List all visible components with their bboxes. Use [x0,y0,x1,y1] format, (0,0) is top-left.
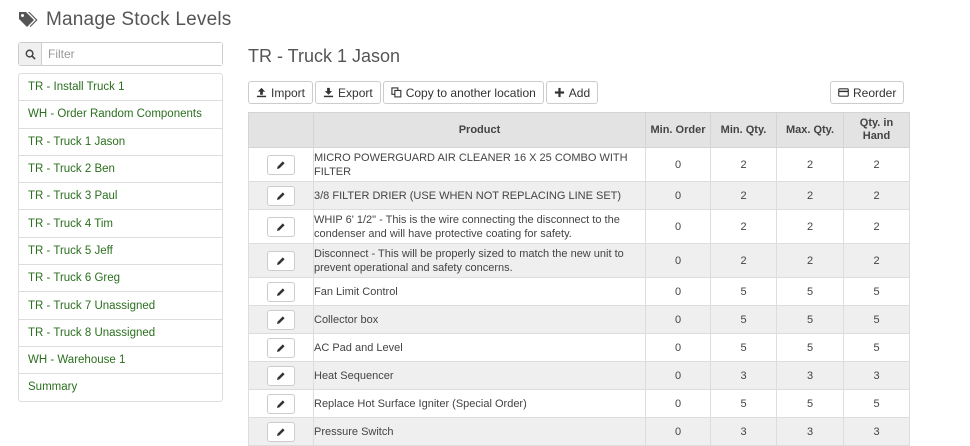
table-row [249,390,910,418]
edit-button[interactable] [267,338,295,358]
add-button[interactable] [546,81,598,104]
qty-in-hand-cell: 5 [844,278,910,306]
edit-button[interactable] [267,422,295,442]
min-qty-cell: 2 [711,148,777,182]
sidebar-item-truck-8-unassigned[interactable]: TR - Truck 8 Unassigned [18,319,223,347]
product-cell: MICRO POWERGUARD AIR CLEANER 16 X 25 COMBO WITH FILTER [314,148,646,182]
min-qty-cell: 5 [711,278,777,306]
sidebar-item-truck-2-ben[interactable]: TR - Truck 2 Ben [18,155,223,183]
filter-box [18,42,223,66]
copy-label: Copy to another location [405,85,536,100]
download-icon [323,87,334,98]
reorder-button[interactable] [830,81,904,104]
filter-input[interactable] [42,43,222,65]
export-button[interactable] [315,81,381,104]
pencil-icon [276,343,286,353]
col-header-min-qty[interactable]: Min. Qty. [711,113,777,148]
sidebar-item-order-random-components[interactable]: WH - Order Random Components [18,100,223,128]
max-qty-cell: 2 [777,148,844,182]
toolbar [248,81,598,104]
sidebar-item-summary[interactable]: Summary [18,373,223,401]
col-header-qty-in-hand[interactable]: Qty. in Hand [844,113,910,148]
page-title [18,6,231,34]
credit-card-icon [838,87,849,98]
table-header-row [249,113,910,148]
qty-in-hand-cell: 3 [844,418,910,446]
max-qty-cell: 3 [777,362,844,390]
plus-icon [554,87,565,98]
product-cell: Pressure Switch [314,418,646,446]
edit-button[interactable] [267,394,295,414]
pencil-icon [276,427,286,437]
import-button[interactable] [248,81,313,104]
min-qty-cell: 2 [711,210,777,244]
edit-button[interactable] [267,155,295,175]
max-qty-cell: 5 [777,334,844,362]
tags-icon [18,10,38,30]
location-title: TR - Truck 1 Jason [248,46,401,66]
copy-icon [391,87,402,98]
product-cell: Collector box [314,306,646,334]
qty-in-hand-cell: 2 [844,210,910,244]
search-icon [19,43,42,65]
table-row [249,244,910,278]
min-order-cell: 0 [646,334,711,362]
location-list [18,73,223,402]
max-qty-cell: 2 [777,182,844,210]
min-order-cell: 0 [646,244,711,278]
col-header-edit [249,113,314,148]
pencil-icon [276,160,286,170]
min-qty-cell: 3 [711,418,777,446]
sidebar-item-truck-5-jeff[interactable]: TR - Truck 5 Jeff [18,237,223,265]
sidebar-item-install-truck-1[interactable]: TR - Install Truck 1 [18,73,223,101]
import-label: Import [271,85,306,100]
max-qty-cell: 3 [777,418,844,446]
min-order-cell: 0 [646,210,711,244]
table-row [249,210,910,244]
pencil-icon [276,222,286,232]
qty-in-hand-cell: 5 [844,390,910,418]
max-qty-cell: 5 [777,306,844,334]
col-header-max-qty[interactable]: Max. Qty. [777,113,844,148]
qty-in-hand-cell: 3 [844,362,910,390]
qty-in-hand-cell: 2 [844,244,910,278]
edit-button[interactable] [267,366,295,386]
min-order-cell: 0 [646,306,711,334]
edit-button[interactable] [267,217,295,237]
pencil-icon [276,315,286,325]
product-cell: WHIP 6' 1/2" - This is the wire connecting the disconnect to the condenser and will have protective coating for safety. [314,210,646,244]
product-cell: Heat Sequencer [314,362,646,390]
product-cell: Replace Hot Surface Igniter (Special Order) [314,390,646,418]
edit-button[interactable] [267,310,295,330]
min-qty-cell: 5 [711,390,777,418]
page-title-text: Manage Stock Levels [46,9,232,30]
product-cell: Disconnect - This will be properly sized to match the new unit to prevent operational and safety concerns. [314,244,646,278]
edit-button[interactable] [267,186,295,206]
table-row [249,334,910,362]
sidebar-item-truck-1-jason[interactable]: TR - Truck 1 Jason [18,128,223,156]
table-row [249,362,910,390]
sidebar-item-truck-3-paul[interactable]: TR - Truck 3 Paul [18,182,223,210]
table-row [249,418,910,446]
qty-in-hand-cell: 5 [844,334,910,362]
sidebar-item-truck-6-greg[interactable]: TR - Truck 6 Greg [18,264,223,292]
table-row [249,182,910,210]
export-label: Export [338,85,373,100]
min-order-cell: 0 [646,182,711,210]
min-order-cell: 0 [646,148,711,182]
min-qty-cell: 2 [711,244,777,278]
product-cell: AC Pad and Level [314,334,646,362]
min-qty-cell: 2 [711,182,777,210]
col-header-min-order[interactable]: Min. Order [646,113,711,148]
table-row [249,148,910,182]
min-order-cell: 0 [646,362,711,390]
edit-button[interactable] [267,251,295,271]
min-order-cell: 0 [646,278,711,306]
table-row [249,278,910,306]
product-cell: 3/8 FILTER DRIER (USE WHEN NOT REPLACING LINE SET) [314,182,646,210]
table-row [249,306,910,334]
qty-in-hand-cell: 2 [844,182,910,210]
qty-in-hand-cell: 5 [844,306,910,334]
product-cell: Fan Limit Control [314,278,646,306]
col-header-product[interactable]: Product [314,113,646,148]
min-order-cell: 0 [646,390,711,418]
reorder-label: Reorder [853,85,897,100]
qty-in-hand-cell: 2 [844,148,910,182]
max-qty-cell: 5 [777,278,844,306]
sidebar-item-truck-7-unassigned[interactable]: TR - Truck 7 Unassigned [18,291,223,319]
max-qty-cell: 2 [777,244,844,278]
stock-table [248,112,910,446]
max-qty-cell: 5 [777,390,844,418]
pencil-icon [276,256,286,266]
upload-icon [256,87,267,98]
max-qty-cell: 2 [777,210,844,244]
min-order-cell: 0 [646,418,711,446]
pencil-icon [276,399,286,409]
copy-to-location-button[interactable] [383,81,544,104]
pencil-icon [276,191,286,201]
pencil-icon [276,371,286,381]
sidebar-item-warehouse-1[interactable]: WH - Warehouse 1 [18,346,223,374]
min-qty-cell: 3 [711,362,777,390]
min-qty-cell: 5 [711,306,777,334]
pencil-icon [276,287,286,297]
sidebar-item-truck-4-tim[interactable]: TR - Truck 4 Tim [18,209,223,237]
add-label: Add [568,85,591,100]
min-qty-cell: 5 [711,334,777,362]
edit-button[interactable] [267,282,295,302]
